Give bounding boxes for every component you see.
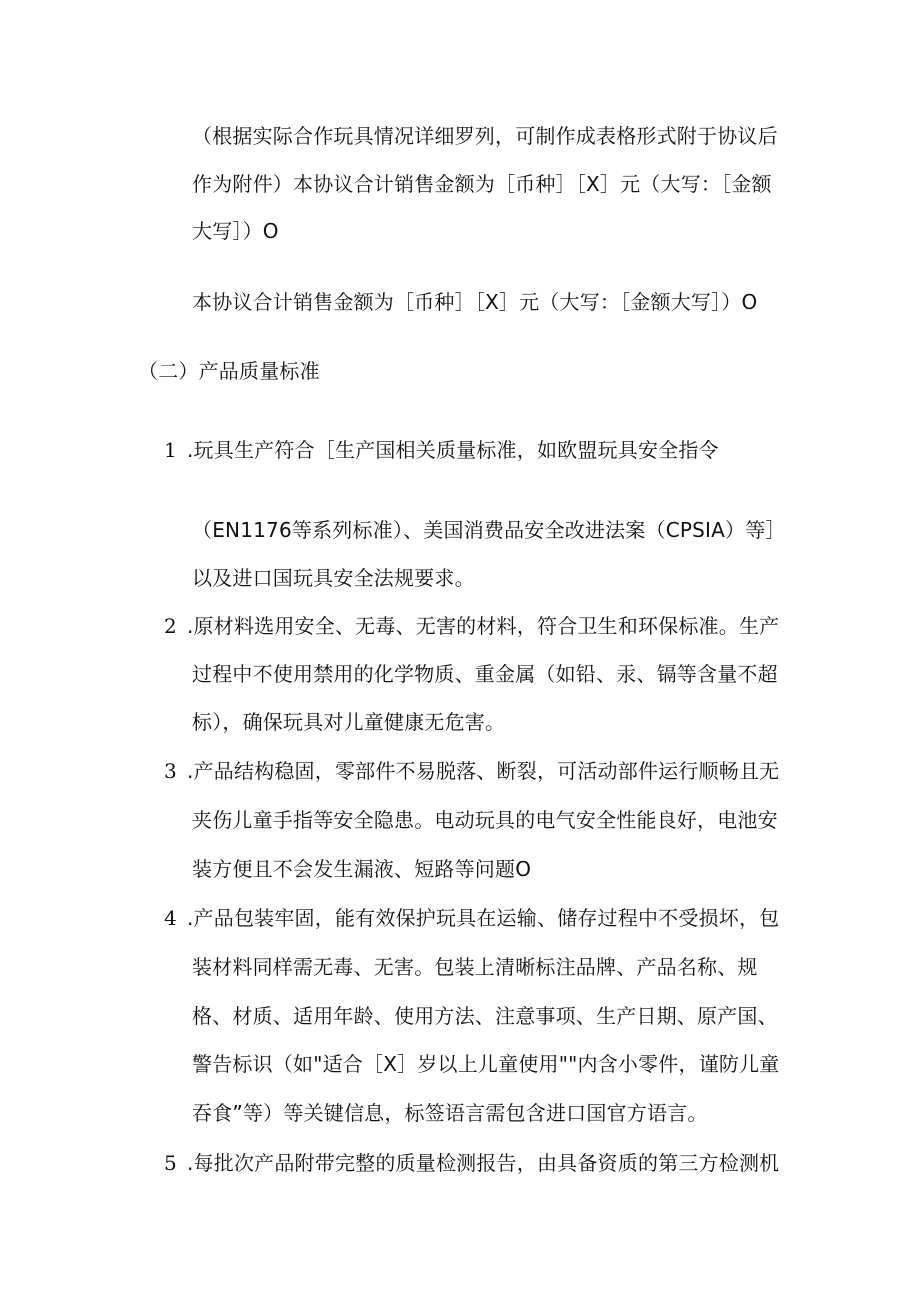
total-amount-line: 本协议合计销售金额为［币种］［X］元（大写：［金额大写］）O: [192, 290, 758, 314]
intro-line-2: 作为附件）本协议合计销售金额为［币种］［X］元（大写：［金额: [192, 172, 772, 196]
item-4-line-2: 装材料同样需无毒、无害。包装上清晰标注品牌、产品名称、规: [192, 955, 758, 979]
item-4-line-4: 警告标识（如"适合［X］岁以上儿童使用""内含小零件，谨防儿童: [192, 1052, 780, 1076]
item-number-1: 1: [164, 438, 177, 462]
item-1-line-1: .玩具生产符合［生产国相关质量标准，如欧盟玩具安全指令: [187, 438, 719, 462]
item-number-5: 5: [164, 1151, 177, 1175]
intro-line-1: （根据实际合作玩具情况详细罗列，可制作成表格形式附于协议后: [192, 124, 778, 148]
item-4-line-3: 格、材质、适用年龄、使用方法、注意事项、生产日期、原产国、: [192, 1004, 778, 1028]
item-3-line-1: .产品结构稳固，零部件不易脱落、断裂，可活动部件运行顺畅且无: [187, 759, 780, 783]
item-number-2: 2: [164, 614, 177, 638]
item-4-line-5: 吞食”等）等关键信息，标签语言需包含进口国官方语言。: [192, 1101, 708, 1125]
item-2-line-3: 标），确保玩具对儿童健康无危害。: [192, 710, 506, 734]
item-3-line-3: 装方便且不会发生漏液、短路等问题O: [192, 857, 532, 881]
item-4-line-1: .产品包装牢固，能有效保护玩具在运输、储存过程中不受损坏，包: [187, 906, 780, 930]
item-3-line-2: 夹伤儿童手指等安全隐患。电动玩具的电气安全性能良好，电池安: [192, 808, 778, 832]
item-2-line-2: 过程中不使用禁用的化学物质、重金属（如铅、汞、镉等含量不超: [192, 662, 778, 686]
item-number-4: 4: [164, 906, 177, 930]
item-number-3: 3: [164, 759, 177, 783]
intro-line-3: 大写］）O: [192, 219, 279, 243]
item-1-line-2: （EN1176等系列标准）、美国消费品安全改进法案（CPSIA）等］: [192, 518, 786, 542]
item-1-line-3: 以及进口国玩具安全法规要求。: [192, 566, 475, 590]
item-5-line-1: .每批次产品附带完整的质量检测报告，由具备资质的第三方检测机: [187, 1151, 780, 1175]
section-heading: （二）产品质量标准: [138, 359, 320, 383]
item-2-line-1: .原材料选用安全、无毒、无害的材料，符合卫生和环保标准。生产: [187, 614, 780, 638]
